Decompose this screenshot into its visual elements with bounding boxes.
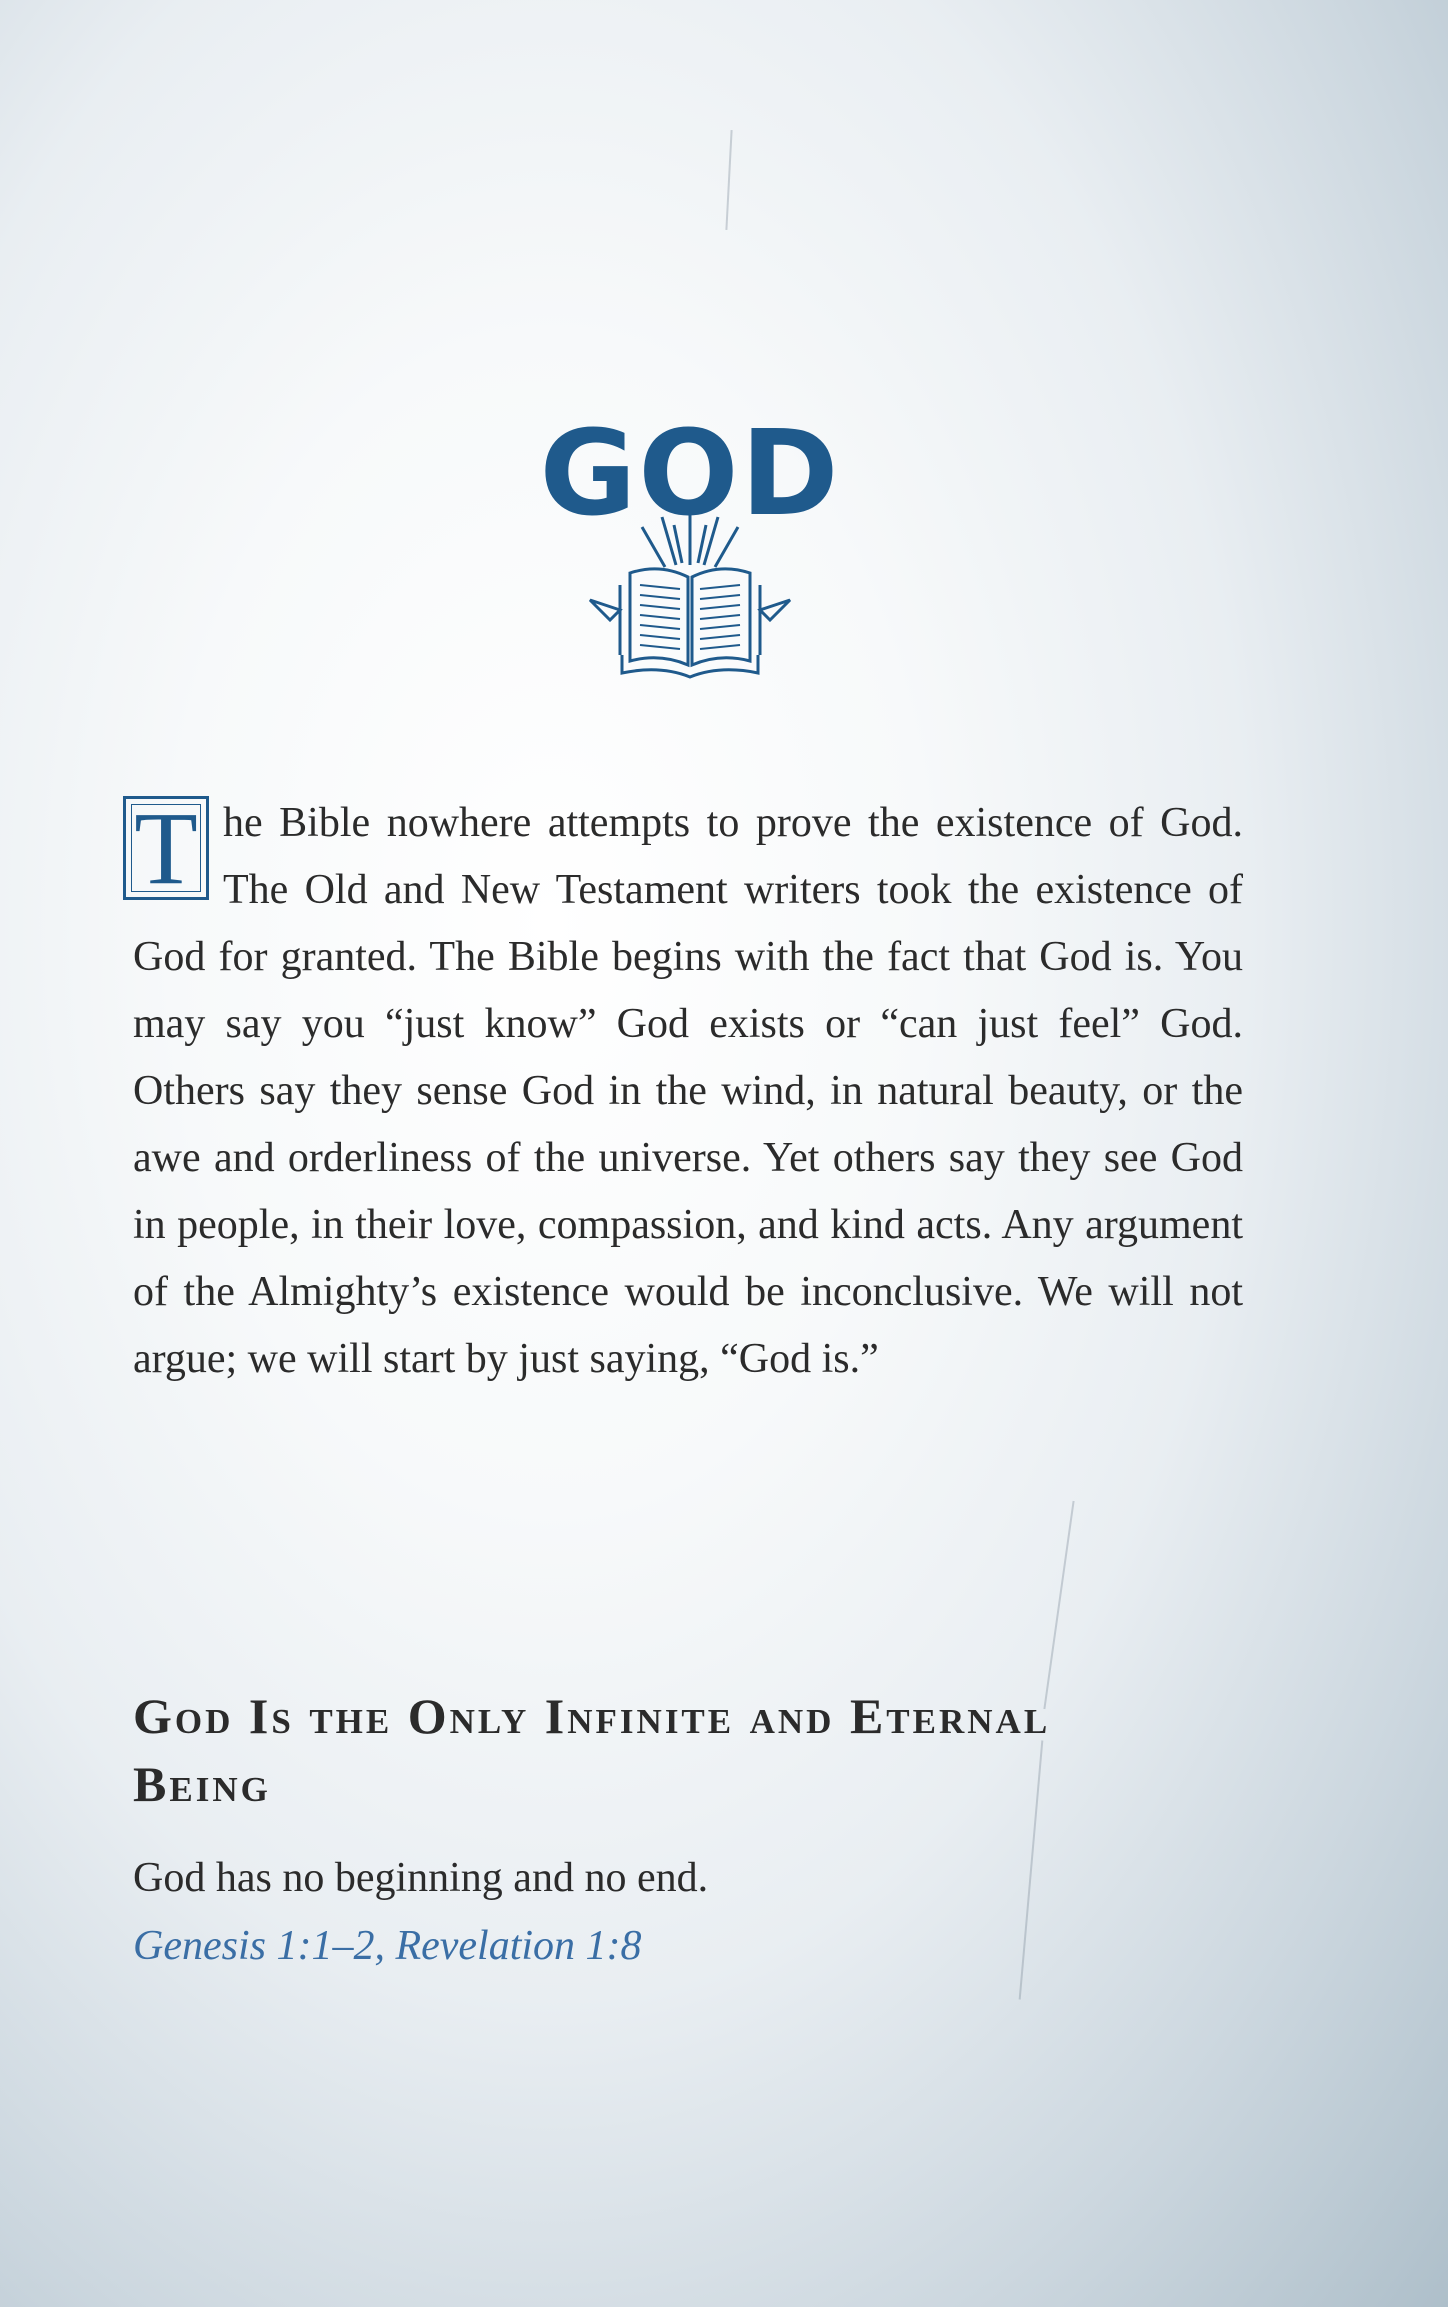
scripture-reference: Genesis 1:1–2, Revelation 1:8 (133, 1923, 642, 1969)
paper-scratch (1043, 1501, 1074, 1709)
open-book-icon (550, 505, 830, 685)
intro-paragraph (133, 790, 1243, 1393)
intro-text: he Bible nowhere attempts to prove the existence of God. The Old and New Testament writers took the existence of God for granted. The Bible begins with the fact that God is. You may say you “just know” God exists or “can just feel” God. Others say they sense God in the wind, in natural beauty, or the awe and orderliness of the universe. Yet others say they see God in people, in their love, compassion, and kind acts. Any argument of the Almighty’s existence would be inconclusive. We will not argue; we will start by just saying, “God is.” (133, 800, 1243, 1382)
section-heading: God Is the Only Infinite and Eternal Being (133, 1687, 1051, 1812)
page-title: GOD (539, 404, 841, 543)
section-statement: God has no beginning and no end. (133, 1855, 709, 1901)
paper-scratch (725, 130, 732, 230)
drop-cap: T (123, 796, 209, 900)
